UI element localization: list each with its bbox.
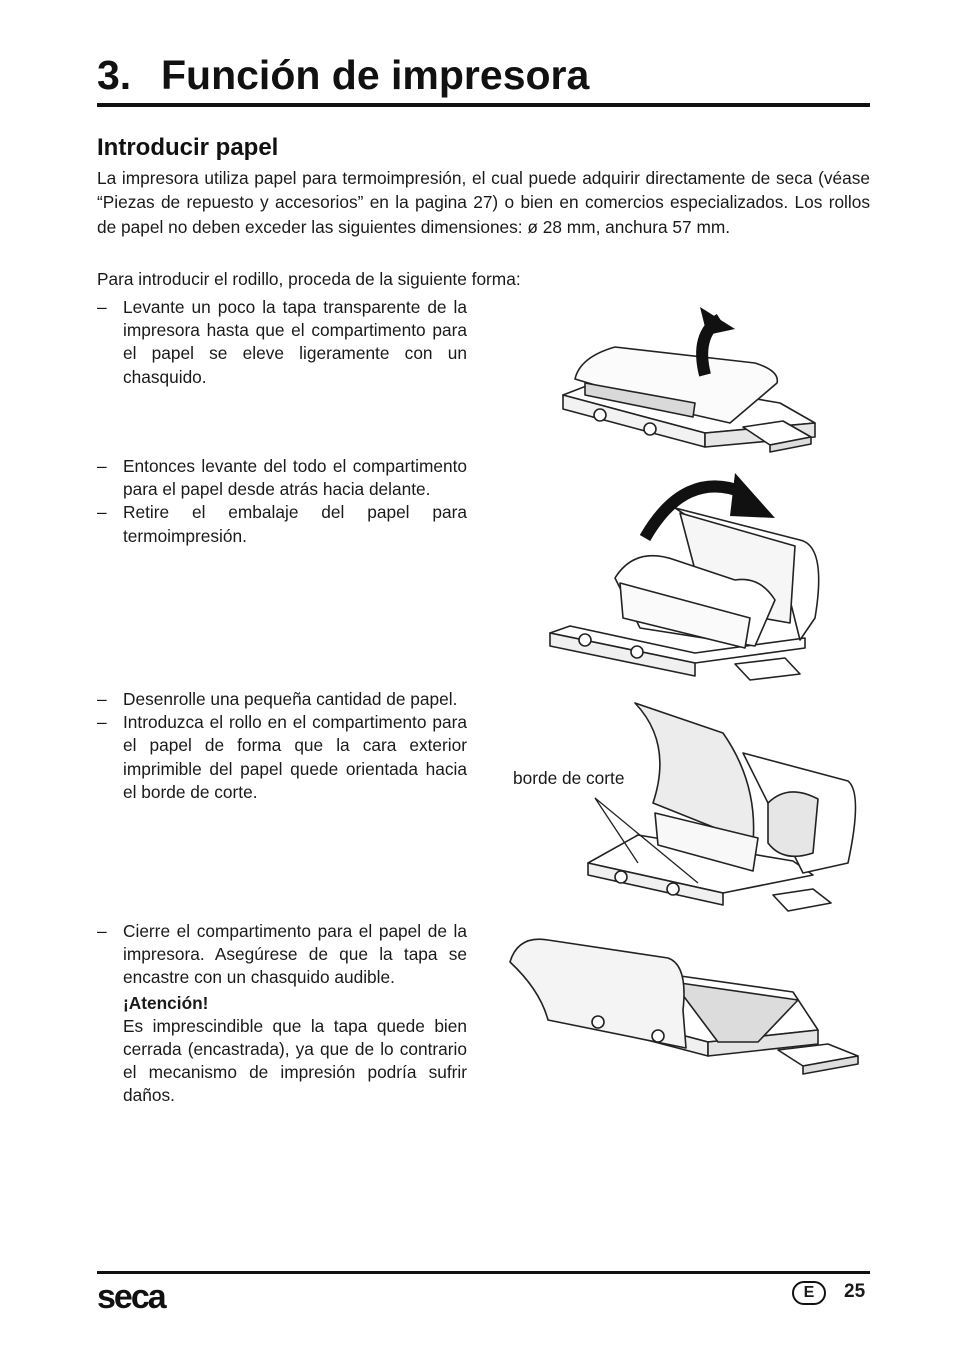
language-badge: E: [792, 1281, 826, 1305]
printer-compartment-open-illustration: [545, 468, 830, 688]
warning-text: Es imprescindible que la tapa quede bien cerrada (encastrada), ya que de lo contrario el mecanismo de impresión podría sufrir daños.: [123, 1015, 467, 1106]
footer-rule: [97, 1271, 870, 1274]
printer-lid-raised-illustration: [555, 305, 825, 455]
step-item: – Introduzca el rollo en el compartimento para el papel de forma que la cara exterior imprimible del papel quede orientada hacia el borde de corte.: [97, 712, 467, 802]
printer-paper-insertion-illustration: [583, 703, 863, 915]
seca-logo: seca: [97, 1278, 165, 1316]
step-group-3: [97, 688, 467, 804]
section-heading: Introducir papel: [97, 134, 279, 161]
warning-heading: ¡Atención!: [123, 992, 209, 1013]
section-title: [97, 52, 589, 99]
step-group-1: [97, 296, 467, 389]
step-group-4: [97, 920, 467, 1108]
step-item: – Retire el embalaje del papel para termoimpresión.: [97, 502, 467, 546]
printer-closed-with-paper-illustration: [508, 930, 863, 1080]
section-title-text: Función de impresora: [161, 52, 590, 98]
step-item: – Desenrolle una pequeña cantidad de papel.: [97, 689, 458, 709]
figure-caption-cutting-edge: borde de corte: [513, 768, 625, 788]
section-number: 3.: [97, 52, 132, 98]
step-item: – Entonces levante del todo el compartimento para el papel desde atrás hacia delante.: [97, 456, 467, 500]
title-rule: [97, 103, 870, 107]
step-item: – Levante un poco la tapa transparente de la impresora hasta que el compartimento para el papel se eleve ligeramente con un chasquido.: [97, 297, 467, 387]
intro-paragraph: La impresora utiliza papel para termoimpresión, el cual puede adquirir directamente de seca (véase “Piezas de repuesto y accesorios” en la pagina 27) o bien en comercios especializados. Los rollos de papel no deben exceder las siguientes dimensiones: ø 28 mm, anchura 57 mm.: [97, 168, 870, 237]
lead-paragraph: Para introducir el rodillo, proceda de la siguiente forma:: [97, 269, 521, 289]
step-item: – Cierre el compartimento para el papel de la impresora. Asegúrese de que la tapa se encastre con un chasquido audible.: [97, 921, 467, 988]
step-group-2: [97, 455, 467, 548]
page-number: 25: [844, 1281, 866, 1302]
